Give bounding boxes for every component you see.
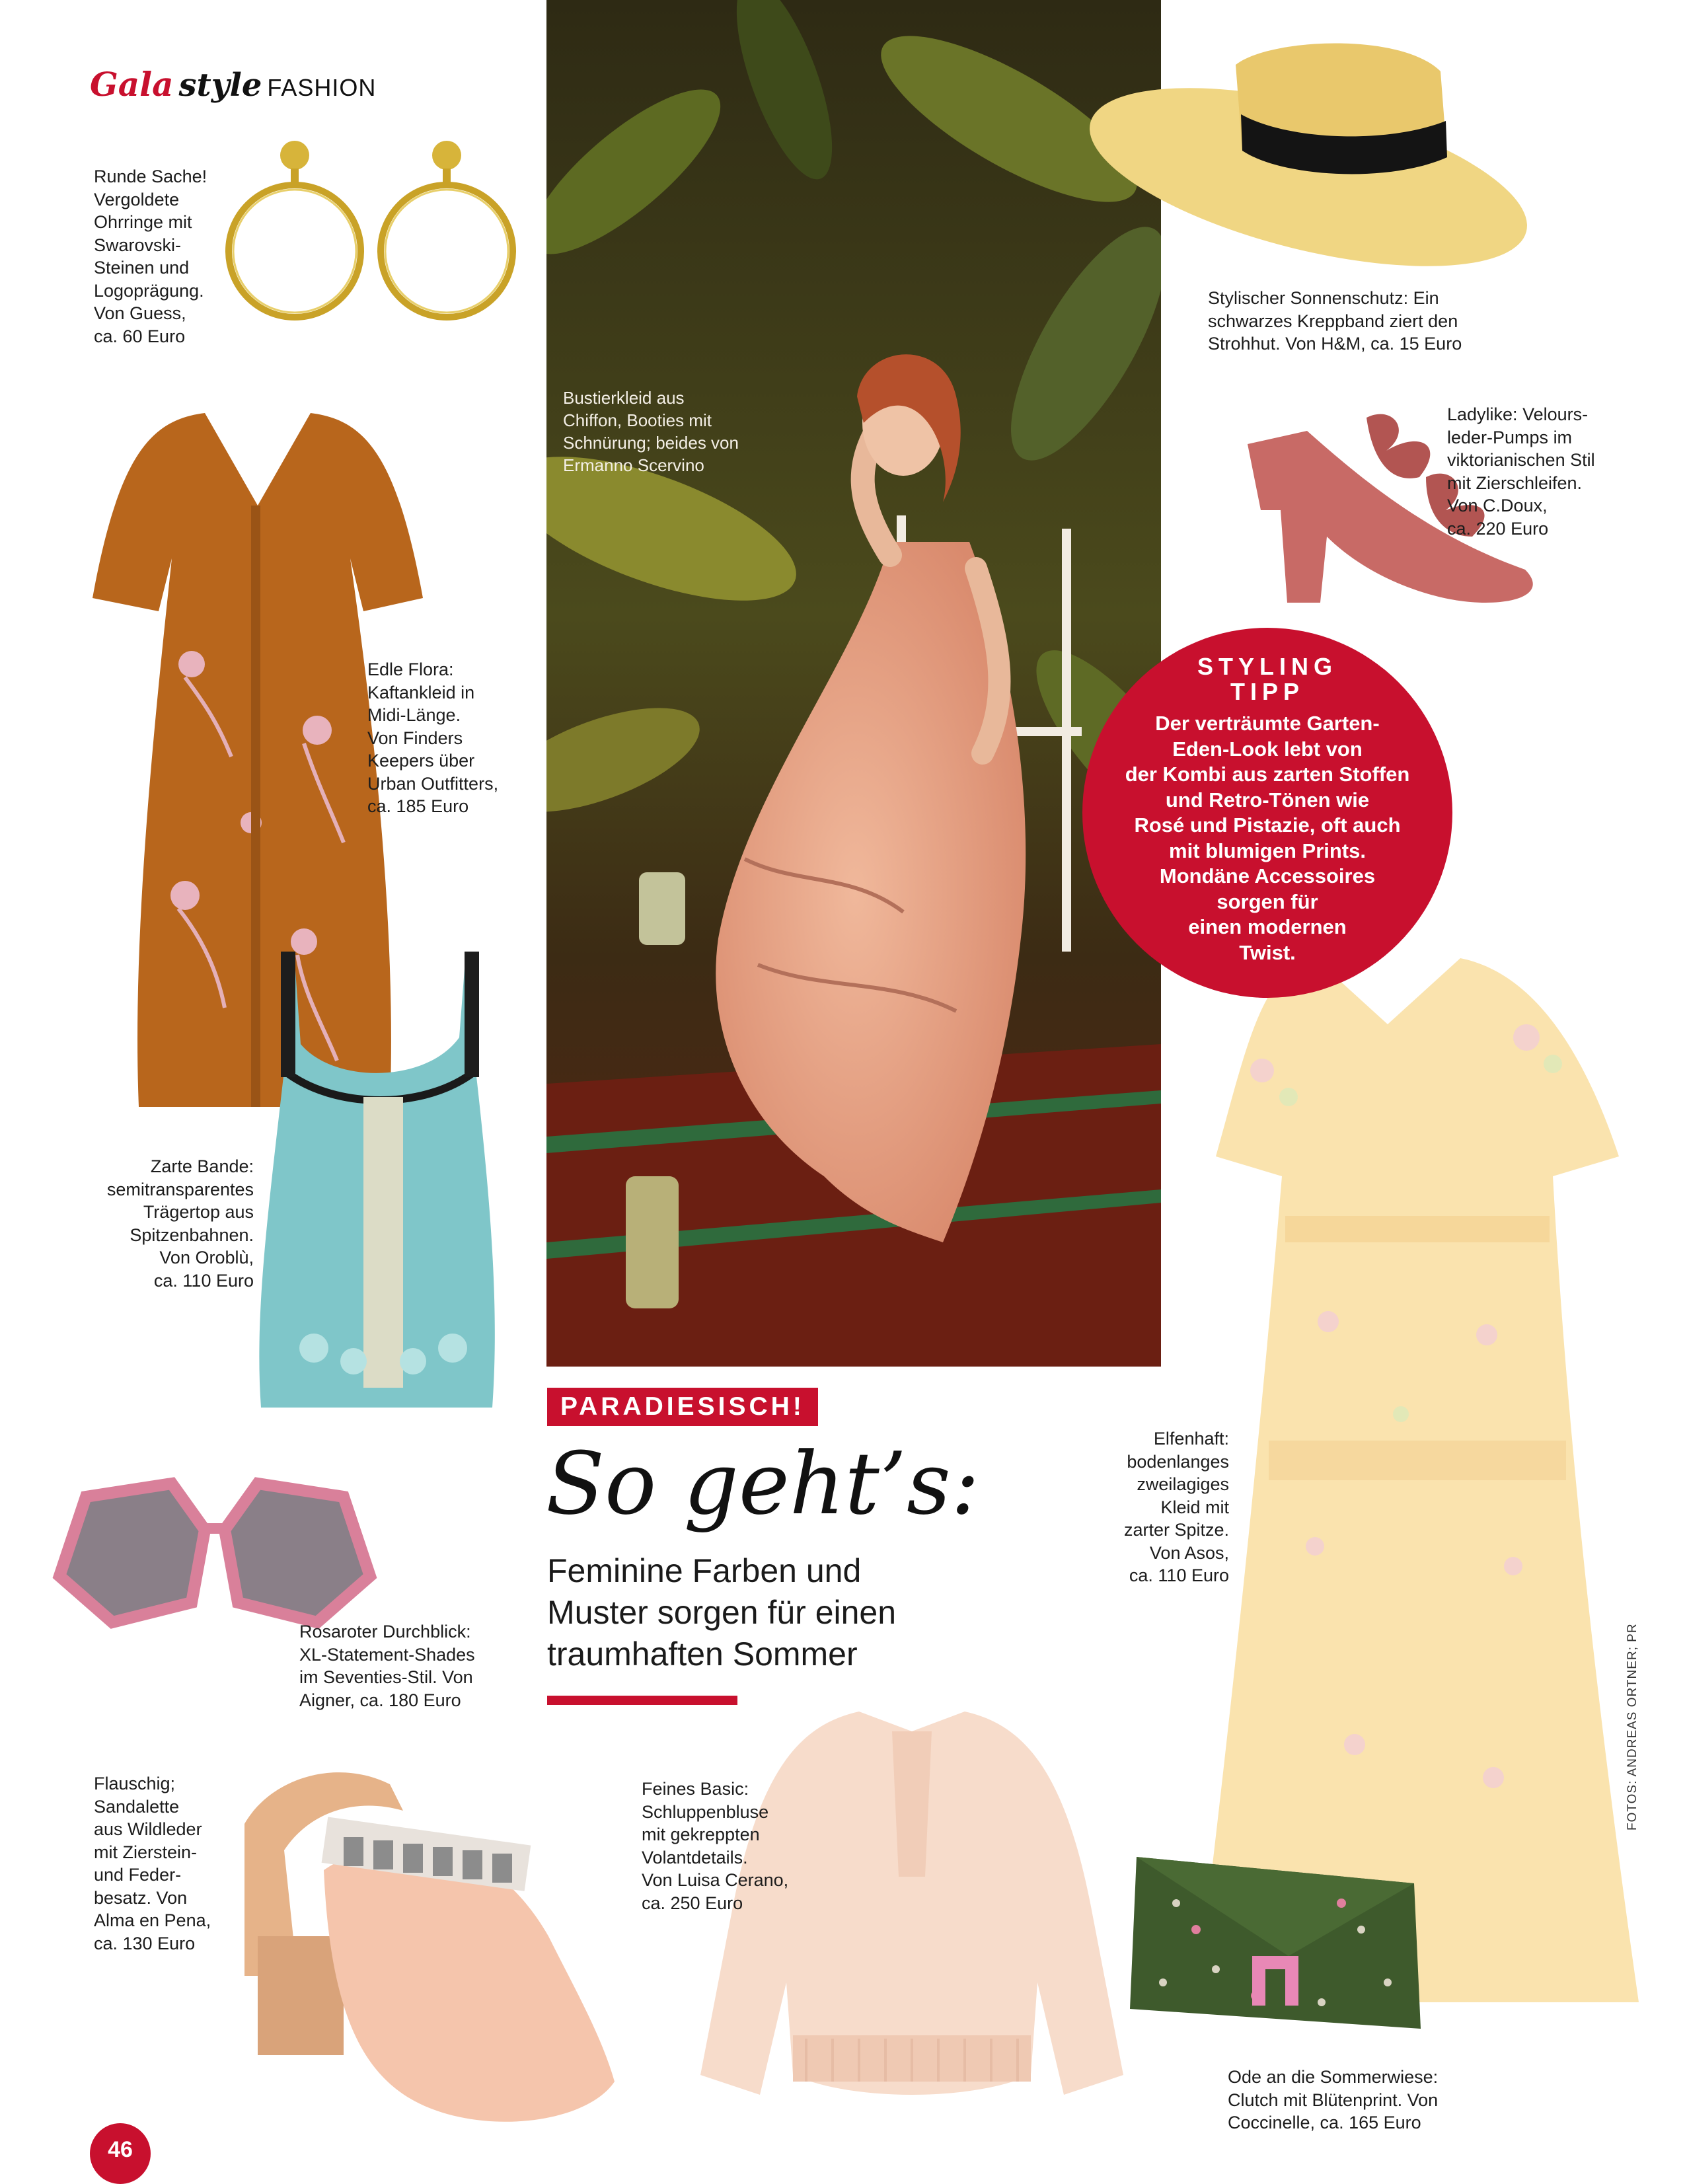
editorial-photo: [546, 0, 1161, 1367]
clutch-caption: Ode an die Sommerwiese: Clutch mit Blütenprint. Von Coccinelle, ca. 165 Euro: [1228, 2067, 1439, 2132]
hat-caption: Stylischer Sonnenschutz: Ein schwarzes Kreppband ziert den Strohhut. Von H&M, ca. 15 Euro: [1208, 288, 1462, 354]
photo-credit: FOTOS: ANDREAS ORTNER; PR: [1626, 1623, 1639, 1830]
kaftan-caption: Edle Flora: Kaftankleid in Midi-Länge. Von Finders Keepers über Urban Outfitters, ca. 185 Euro: [367, 659, 499, 816]
sunglasses-caption: Rosaroter Durchblick: XL-Statement-Shades im Seventies-Stil. Von Aigner, ca. 180 Euro: [299, 1622, 475, 1710]
blouse-caption: Feines Basic: Schluppenbluse mit gekreppten Volantdetails. Von Luisa Cerano, ca. 250 Euro: [642, 1779, 789, 1913]
sandal-image: [231, 1738, 628, 2134]
earrings-caption: Runde Sache! Vergoldete Ohrringe mit Swarovski- Steinen und Logoprägung. Von Guess, ca. 60 Euro: [94, 167, 207, 346]
page-number: 46: [90, 2123, 151, 2184]
clutch-image: [1123, 1850, 1427, 2049]
lace-top-image: [254, 952, 506, 1408]
styling-tipp-body: Der verträumte Garten- Eden-Look lebt von der Kombi aus zarten Stoffen und Retro-Tönen wie Rosé und Pistazie, oft auch mit blumigen Prints. Mondäne Accessoires sorgen für einen modernen Twist.: [1125, 712, 1410, 964]
dress-caption: Elfenhaft: bodenlanges zweilagiges Kleid mit zarter Spitze. Von Asos, ca. 110 Euro: [1123, 1429, 1229, 1585]
styling-tipp-title: STYLING TIPP: [1197, 653, 1337, 705]
headline-kicker: PARADIESISCH!: [547, 1388, 818, 1426]
photo-caption: Bustierkleid aus Chiffon, Booties mit Schnürung; beides von Ermanno Scervino: [563, 388, 739, 475]
pumps-caption: Ladylike: Velours- leder-Pumps im viktorianischen Stil mit Zierschleifen. Von C.Doux, ca. 220 Euro: [1447, 404, 1595, 539]
headline-title: So geht’s:: [546, 1433, 980, 1534]
section-name: style: [178, 67, 262, 104]
category-label: FASHION: [267, 74, 377, 101]
hat-image: [1070, 25, 1540, 276]
magazine-header: [90, 65, 376, 104]
sandal-caption: Flauschig; Sandalette aus Wildleder mit Zierstein- und Feder- besatz. Von Alma en Pena, ca. 130 Euro: [94, 1774, 211, 1953]
headline-subtitle: Feminine Farben und Muster sorgen für einen traumhaften Sommer: [547, 1552, 897, 1673]
top-caption: Zarte Bande: semitransparentes Trägertop aus Spitzenbahnen. Von Oroblù, ca. 110 Euro: [106, 1156, 254, 1291]
earrings-image: [225, 135, 529, 330]
accent-rule: [547, 1696, 737, 1705]
sunglasses-image: [46, 1470, 383, 1629]
blouse-image: [694, 1705, 1130, 2134]
brand-logo: Gala: [90, 65, 174, 104]
styling-tipp-bubble: [1082, 628, 1452, 998]
